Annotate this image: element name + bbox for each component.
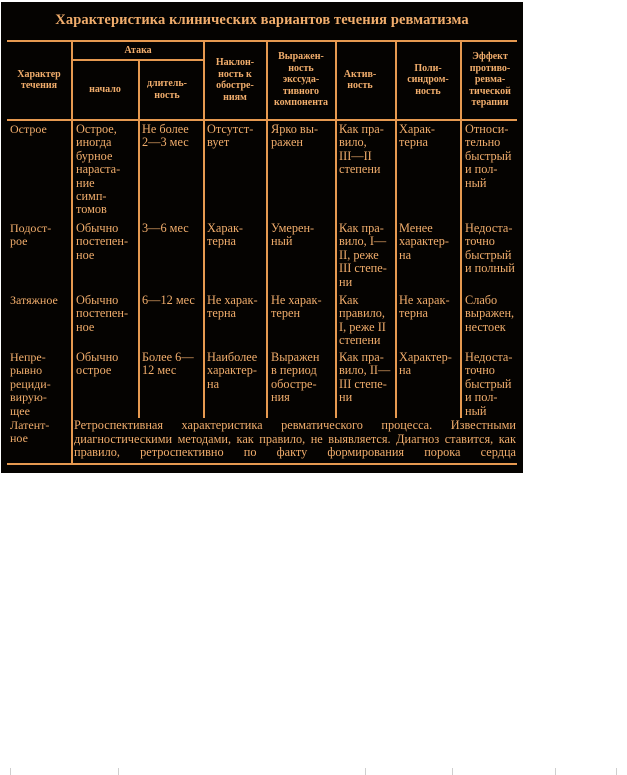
cell-protracted-onset: Обычно постепен- ное: [76, 293, 129, 334]
cell-acute-duration: Не более 2—3 мес: [142, 122, 189, 150]
edge-mark: [452, 768, 453, 775]
cell-subacute-exudative: Умерен- ный: [271, 221, 315, 249]
edge-mark: [555, 768, 556, 775]
cell-protracted-duration: 6—12 мес: [142, 293, 195, 307]
cell-subacute-activity: Как пра- вило, I— II, реже III степе- ни: [339, 221, 387, 289]
rule-col-3: [203, 41, 205, 418]
cell-recurrent-activity: Как пра- вило, II— III степе- ни: [339, 350, 391, 405]
edge-mark: [118, 768, 119, 775]
rule-col-5: [335, 41, 337, 418]
cell-recurrent-therapy: Недоста- точно быстрый и пол- ный: [465, 350, 513, 418]
edge-mark: [365, 768, 366, 775]
cell-protracted-therapy: Слабо выражен, нестоек: [465, 293, 515, 334]
cell-subacute-exacerbation: Харак- терна: [207, 221, 244, 249]
cell-recurrent-polysyndrome: Характер- на: [399, 350, 452, 378]
rule-col-4: [266, 41, 268, 418]
cell-protracted-activity: Как правило, I, реже II степени: [339, 293, 386, 348]
cell-acute-polysyndrome: Харак- терна: [399, 122, 436, 150]
cell-subacute-duration: 3—6 мес: [142, 221, 189, 235]
header-onset: начало: [89, 83, 121, 95]
header-duration: длитель-ность: [146, 78, 187, 101]
cell-acute-therapy: Относи- тельно быстрый и пол- ный: [465, 122, 512, 190]
cell-recurrent-onset: Обычно острое: [76, 350, 119, 378]
rule-under-latent: [7, 463, 517, 465]
header-polysyndrome: Поли-синдром-ность: [407, 62, 449, 97]
cell-subacute-therapy: Недоста- точно быстрый и полный: [465, 221, 515, 276]
cell-subacute-onset: Обычно постепен- ное: [76, 221, 129, 262]
cell-subacute-polysyndrome: Менее характер- на: [399, 221, 449, 262]
cell-recurrent-exudative: Выражен в период обостре- ния: [271, 350, 320, 405]
edge-mark: [616, 768, 617, 775]
cell-protracted-exudative: Не харак- терен: [271, 293, 322, 321]
cell-recurrent-duration: Более 6— 12 мес: [142, 350, 194, 378]
rule-col-7: [460, 41, 462, 418]
row-label-recurrent: Непре- рывно рециди- вирую- щее: [10, 350, 51, 418]
header-therapy: Эффект противо-ревма-тической терапии: [469, 51, 511, 109]
row-label-protracted: Затяжное: [10, 293, 58, 307]
header-attack: Атака: [124, 44, 152, 56]
table-image: [1, 2, 523, 473]
header-activity: Актив-ность: [343, 68, 377, 91]
cell-recurrent-exacerbation: Наиболее характер- на: [207, 350, 258, 391]
cell-acute-exudative: Ярко вы- ражен: [271, 122, 319, 150]
header-exudative: Выражен-ность экссуда-тивного компонента: [273, 51, 328, 109]
cell-protracted-exacerbation: Не харак- терна: [207, 293, 258, 321]
header-exacerbation: Наклон-ность к обостре-ниям: [215, 57, 255, 103]
rule-col-2: [138, 60, 140, 418]
cell-acute-exacerbation: Отсутст- вует: [207, 122, 254, 150]
cell-latent-description: Ретроспективная характеристика ревматического процесса. Известными диагностическими методами, как правило, не выявляется. Диагноз ставится, как правило, ретроспективно по факту формирования порока сердца: [74, 418, 516, 460]
cell-protracted-polysyndrome: Не харак- терна: [399, 293, 450, 321]
row-label-acute: Острое: [10, 122, 47, 136]
header-course: Характер течения: [17, 68, 61, 91]
cell-acute-onset: Острое, иногда бурное нараста- ние симп- томов: [76, 122, 121, 217]
table-title: Характеристика клинических вариантов течения ревматизма: [55, 12, 469, 28]
cell-acute-activity: Как пра- вило, III—II степени: [339, 122, 384, 177]
rule-under-header: [7, 119, 517, 121]
edge-mark: [10, 768, 11, 775]
row-label-latent: Латент- ное: [10, 418, 50, 446]
row-label-subacute: Подост- рое: [10, 221, 52, 249]
rule-col-6: [395, 41, 397, 418]
